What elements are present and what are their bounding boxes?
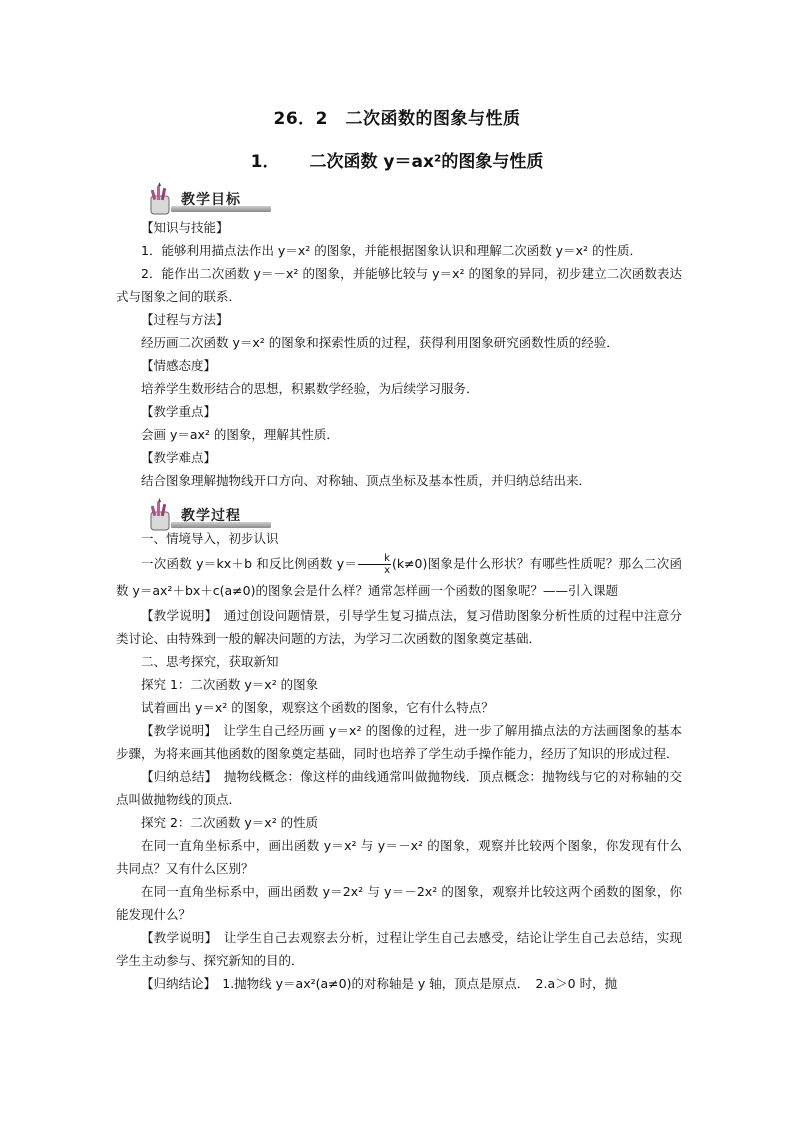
- heading-difficulty: 【教学难点】: [141, 450, 217, 465]
- paragraph: 试着画出 y＝x² 的图象，观察这个函数的图象，它有什么特点？: [141, 700, 494, 715]
- paragraph: 培养学生数形结合的思想，积累数学经验，为后续学习服务．: [141, 381, 479, 396]
- document-body: [116, 216, 682, 995]
- heading-key-point: 【教学重点】: [141, 404, 217, 419]
- subsection-heading: 二、思考探究，获取新知: [141, 654, 279, 669]
- text-run: (k≠0)图象是什么形状？有哪些性质呢？那么二次函数 y＝ax²＋bx＋c(a≠0)的图象会是什么样？通常怎样画一个函数的图象呢？——引入课题: [116, 556, 682, 598]
- heading-process-method: 【过程与方法】: [141, 312, 229, 327]
- paragraph: 1．能够利用描点法作出 y＝x² 的图象，并能根据图象认识和理解二次函数 y＝x² 的性质．: [141, 243, 642, 258]
- fraction-numerator: k: [358, 553, 391, 565]
- section-title-goals: 教学目标: [181, 192, 241, 208]
- paragraph: 2．能作出二次函数 y＝－x² 的图象，并能够比较与 y＝x² 的图象的异同，初步建立二次函数表达式与图象之间的联系．: [116, 266, 682, 304]
- paragraph: 在同一直角坐标系中，画出函数 y＝x² 与 y＝－x² 的图象，观察并比较两个图象，你发现有什么共同点？又有什么区别？: [116, 838, 682, 876]
- section-gap: [116, 492, 682, 527]
- paragraph: 【教学说明】 让学生自己经历画 y＝x² 的图像的过程，进一步了解用描点法的方法画图象的基本步骤，为将来画其他函数的图象奠定基础，同时也培养了学生动手操作能力，经历了知识的形成过程．: [116, 723, 682, 761]
- exploration-heading: 探究 2：二次函数 y＝x² 的性质: [141, 815, 319, 830]
- paragraph: 【教学说明】 让学生自己去观察去分析，过程让学生自己去感受，结论让学生自己去总结，实现学生主动参与、探究新知的目的．: [116, 930, 682, 968]
- paragraph: 【归纳结论】 1.抛物线 y＝ax²(a≠0)的对称轴是 y 轴，顶点是原点． 2.a＞0 时，抛: [141, 976, 618, 991]
- paragraph: 结合图象理解抛物线开口方向、对称轴、顶点坐标及基本性质，并归纳总结出来．: [141, 473, 592, 488]
- fraction-denominator: x: [384, 565, 391, 576]
- section-title-process: 教学过程: [181, 508, 241, 524]
- exploration-heading: 探究 1：二次函数 y＝x² 的图象: [141, 677, 319, 692]
- paragraph: 【归纳总结】 抛物线概念：像这样的曲线通常叫做抛物线．顶点概念：抛物线与它的对称轴的交点叫做抛物线的顶点．: [116, 769, 682, 807]
- subtitle-text: 二次函数 y＝ax²的图象与性质: [309, 152, 544, 172]
- subtitle-number: 1．: [250, 152, 280, 172]
- heading-attitude: 【情感态度】: [141, 358, 217, 373]
- paragraph: [116, 550, 682, 604]
- section-banner-goals: [143, 182, 273, 216]
- fraction: [358, 553, 391, 576]
- text-run: 一次函数 y＝kx＋b 和反比例函数 y＝: [141, 556, 358, 571]
- paragraph: 【教学说明】 通过创设问题情景，引导学生复习描点法，复习借助图象分析性质的过程中注意分类讨论、由特殊到一般的解决问题的方法，为学习二次函数的图象奠定基础．: [116, 608, 682, 646]
- paragraph: 在同一直角坐标系中，画出函数 y＝2x² 与 y＝－2x² 的图象，观察并比较这两个函数的图象，你能发现什么？: [116, 884, 682, 922]
- paragraph: 会画 y＝ax² 的图象，理解其性质．: [141, 427, 339, 442]
- page-subtitle: [0, 147, 794, 172]
- subsection-heading: 一、情境导入，初步认识: [141, 531, 279, 546]
- page-title: 26．2 二次函数的图象与性质: [273, 109, 521, 129]
- paragraph: 经历画二次函数 y＝x² 的图象和探索性质的过程，获得利用图象研究函数性质的经验．: [141, 335, 619, 350]
- heading-knowledge: 【知识与技能】: [141, 220, 229, 235]
